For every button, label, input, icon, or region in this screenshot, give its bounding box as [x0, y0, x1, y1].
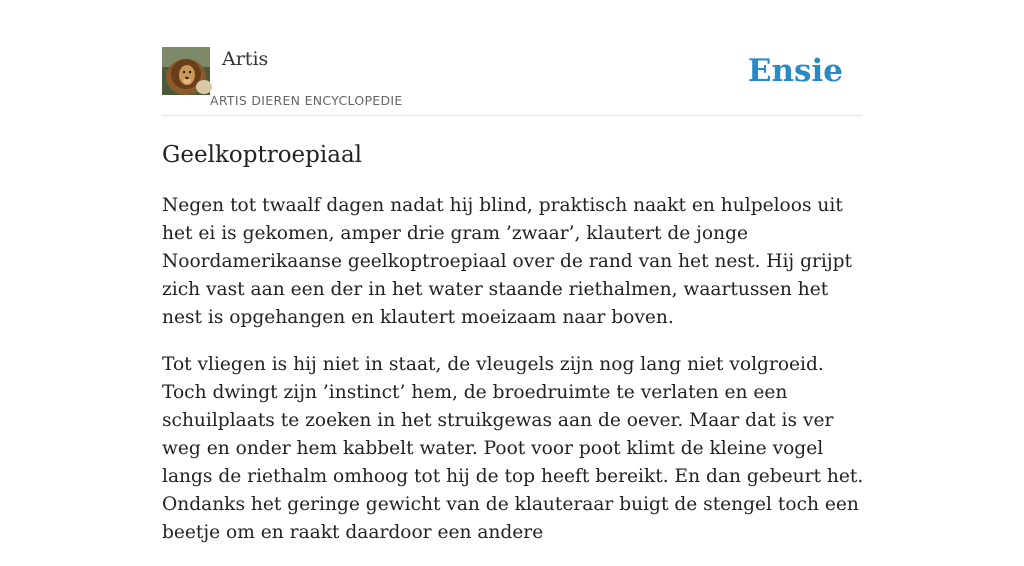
source-avatar[interactable] [162, 47, 210, 95]
article-header [162, 46, 862, 116]
source-name[interactable]: Artis [222, 48, 269, 70]
article-body [162, 192, 866, 566]
article-title: Geelkoptroepiaal [162, 142, 363, 168]
lion-icon [162, 47, 210, 95]
article-paragraph: Tot vliegen is hij niet in staat, de vleugels zijn nog lang niet volgroeid. Toch dwingt zijn ’instinct’ hem, de broedruimte te verlaten en een schuilplaats te zoeken in het struikgewas aan de oever. Maar dat is ver weg en onder hem kabbelt water. Poot voor poot klimt de kleine vogel langs de riethalm omhoog tot hij de top heeft bereikt. En dan gebeurt het. Ondanks het geringe gewicht van de klauteraar buigt de stengel toch een beetje om en raakt daardoor een andere [162, 354, 864, 543]
brand-logo[interactable]: Ensie [747, 53, 843, 89]
article-paragraph: Negen tot twaalf dagen nadat hij blind, praktisch naakt en hulpeloos uit het ei is gekomen, amper drie gram ’zwaar’, klautert de jonge Noordamerikaanse geelkoptroepiaal over de rand van het nest. Hij grijpt zich vast aan een der in het water staande riethalmen, waartussen het nest is opgehangen en klautert moeizaam naar boven. [162, 195, 852, 328]
source-subtitle[interactable]: ARTIS DIEREN ENCYCLOPEDIE [210, 93, 403, 108]
